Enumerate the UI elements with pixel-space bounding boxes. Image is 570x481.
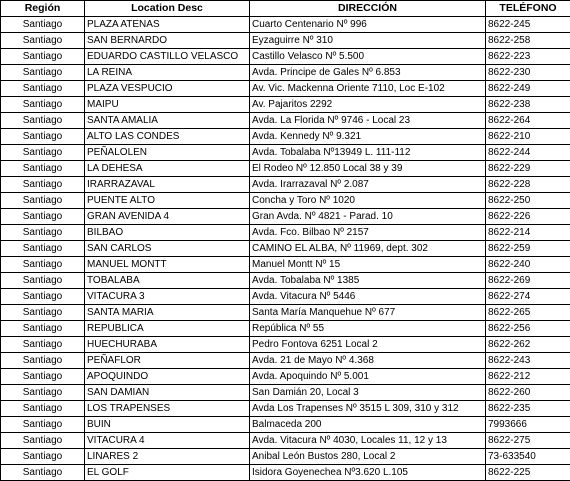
- cell-direccion[interactable]: Pedro Fontova 6251 Local 2: [250, 337, 486, 353]
- cell-direccion[interactable]: Castillo Velasco Nº 5.500: [250, 49, 486, 65]
- cell-direccion[interactable]: CAMINO EL ALBA, Nº 11969, dept. 302: [250, 241, 486, 257]
- table-row: [1, 81, 570, 97]
- cell-region[interactable]: Santiago: [1, 385, 85, 401]
- table-row: [1, 433, 570, 449]
- table-row: [1, 145, 570, 161]
- cell-direccion[interactable]: Gran Avda. Nº 4821 - Parad. 10: [250, 209, 486, 225]
- cell-region[interactable]: Santiago: [1, 241, 85, 257]
- cell-region[interactable]: Santiago: [1, 289, 85, 305]
- cell-location-desc[interactable]: VITACURA 4: [85, 433, 250, 449]
- cell-location-desc[interactable]: SANTA MARIA: [85, 305, 250, 321]
- cell-region[interactable]: Santiago: [1, 321, 85, 337]
- cell-location-desc[interactable]: VITACURA 3: [85, 289, 250, 305]
- cell-telefono[interactable]: 8622-243: [486, 353, 570, 369]
- cell-location-desc[interactable]: GRAN AVENIDA 4: [85, 209, 250, 225]
- cell-location-desc[interactable]: SAN DAMIAN: [85, 385, 250, 401]
- table-row: [1, 161, 570, 177]
- cell-region[interactable]: Santiago: [1, 97, 85, 113]
- table-row: [1, 177, 570, 193]
- cell-direccion[interactable]: Avda. Tobalaba Nº 1385: [250, 273, 486, 289]
- table-row: [1, 257, 570, 273]
- table-row: [1, 449, 570, 465]
- cell-region[interactable]: Santiago: [1, 305, 85, 321]
- cell-region[interactable]: Santiago: [1, 225, 85, 241]
- cell-region[interactable]: Santiago: [1, 81, 85, 97]
- table-row: [1, 337, 570, 353]
- cell-direccion[interactable]: Santa María Manquehue Nº 677: [250, 305, 486, 321]
- table-row: [1, 401, 570, 417]
- cell-region[interactable]: Santiago: [1, 65, 85, 81]
- cell-region[interactable]: Santiago: [1, 433, 85, 449]
- cell-telefono[interactable]: 8622-225: [486, 465, 570, 481]
- cell-region[interactable]: Santiago: [1, 49, 85, 65]
- cell-direccion[interactable]: Avda. 21 de Mayo Nº 4.368: [250, 353, 486, 369]
- cell-direccion[interactable]: Balmaceda 200: [250, 417, 486, 433]
- cell-region[interactable]: Santiago: [1, 17, 85, 33]
- table-row: [1, 129, 570, 145]
- table-row: [1, 465, 570, 481]
- cell-region[interactable]: Santiago: [1, 353, 85, 369]
- cell-direccion[interactable]: San Damián 20, Local 3: [250, 385, 486, 401]
- cell-location-desc[interactable]: PLAZA VESPUCIO: [85, 81, 250, 97]
- cell-telefono[interactable]: 8622-274: [486, 289, 570, 305]
- table-row: [1, 273, 570, 289]
- cell-location-desc[interactable]: SAN BERNARDO: [85, 33, 250, 49]
- cell-direccion[interactable]: Avda. Vitacura Nº 5446: [250, 289, 486, 305]
- cell-direccion[interactable]: Avda. Kennedy Nº 9.321: [250, 129, 486, 145]
- cell-telefono[interactable]: 8622-260: [486, 385, 570, 401]
- table-body: [1, 17, 570, 481]
- cell-location-desc[interactable]: PEÑALOLEN: [85, 145, 250, 161]
- cell-telefono[interactable]: 8622-214: [486, 225, 570, 241]
- table-row: [1, 369, 570, 385]
- cell-direccion[interactable]: El Rodeo Nº 12.850 Local 38 y 39: [250, 161, 486, 177]
- table-row: [1, 289, 570, 305]
- header-telefono[interactable]: TELÉFONO: [486, 1, 570, 17]
- cell-direccion[interactable]: Avda Los Trapenses Nº 3515 L 309, 310 y 312: [250, 401, 486, 417]
- table-row: [1, 417, 570, 433]
- cell-direccion[interactable]: Avda. Vitacura Nº 4030, Locales 11, 12 y 13: [250, 433, 486, 449]
- cell-telefono[interactable]: 8622-259: [486, 241, 570, 257]
- cell-telefono[interactable]: 8622-230: [486, 65, 570, 81]
- cell-telefono[interactable]: 73-633540: [486, 449, 570, 465]
- cell-location-desc[interactable]: PLAZA ATENAS: [85, 17, 250, 33]
- cell-region[interactable]: Santiago: [1, 129, 85, 145]
- cell-direccion[interactable]: Avda. Irarrazaval Nº 2.087: [250, 177, 486, 193]
- table-row: [1, 241, 570, 257]
- cell-region[interactable]: Santiago: [1, 33, 85, 49]
- cell-location-desc[interactable]: LA DEHESA: [85, 161, 250, 177]
- cell-direccion[interactable]: Concha y Toro Nº 1020: [250, 193, 486, 209]
- cell-direccion[interactable]: Av. Vic. Mackenna Oriente 7110, Loc E-102: [250, 81, 486, 97]
- cell-region[interactable]: Santiago: [1, 449, 85, 465]
- cell-location-desc[interactable]: LA REINA: [85, 65, 250, 81]
- cell-direccion[interactable]: Anibal León Bustos 280, Local 2: [250, 449, 486, 465]
- cell-region[interactable]: Santiago: [1, 401, 85, 417]
- cell-telefono[interactable]: 8622-265: [486, 305, 570, 321]
- cell-direccion[interactable]: Cuarto Centenario Nº 996: [250, 17, 486, 33]
- cell-region[interactable]: Santiago: [1, 337, 85, 353]
- table-row: [1, 193, 570, 209]
- cell-direccion[interactable]: Avda. Apoquindo Nº 5.001: [250, 369, 486, 385]
- cell-telefono[interactable]: 8622-269: [486, 273, 570, 289]
- cell-direccion[interactable]: Manuel Montt Nº 15: [250, 257, 486, 273]
- cell-telefono[interactable]: 8622-240: [486, 257, 570, 273]
- cell-location-desc[interactable]: SANTA AMALIA: [85, 113, 250, 129]
- cell-telefono[interactable]: 8622-235: [486, 401, 570, 417]
- cell-region[interactable]: Santiago: [1, 193, 85, 209]
- cell-location-desc[interactable]: PEÑAFLOR: [85, 353, 250, 369]
- cell-telefono[interactable]: 8622-245: [486, 17, 570, 33]
- cell-location-desc[interactable]: LINARES 2: [85, 449, 250, 465]
- cell-region[interactable]: Santiago: [1, 113, 85, 129]
- cell-location-desc[interactable]: HUECHURABA: [85, 337, 250, 353]
- cell-telefono[interactable]: 7993666: [486, 417, 570, 433]
- cell-direccion[interactable]: Av. Pajaritos 2292: [250, 97, 486, 113]
- cell-location-desc[interactable]: LOS TRAPENSES: [85, 401, 250, 417]
- cell-location-desc[interactable]: ALTO LAS CONDES: [85, 129, 250, 145]
- cell-telefono[interactable]: 8622-275: [486, 433, 570, 449]
- cell-direccion[interactable]: Avda. La Florida Nº 9746 - Local 23: [250, 113, 486, 129]
- cell-telefono[interactable]: 8622-229: [486, 161, 570, 177]
- cell-telefono[interactable]: 8622-228: [486, 177, 570, 193]
- cell-region[interactable]: Santiago: [1, 177, 85, 193]
- cell-telefono[interactable]: 8622-238: [486, 97, 570, 113]
- header-direccion[interactable]: DIRECCIÓN: [250, 1, 486, 17]
- table-row: [1, 209, 570, 225]
- cell-region[interactable]: Santiago: [1, 145, 85, 161]
- cell-region[interactable]: Santiago: [1, 209, 85, 225]
- cell-direccion[interactable]: Avda. Tobalaba Nº13949 L. 111-112: [250, 145, 486, 161]
- table-row: [1, 305, 570, 321]
- cell-direccion[interactable]: Eyzaguirre Nº 310: [250, 33, 486, 49]
- cell-telefono[interactable]: 8622-249: [486, 81, 570, 97]
- cell-direccion[interactable]: Avda. Fco. Bilbao Nº 2157: [250, 225, 486, 241]
- cell-region[interactable]: Santiago: [1, 161, 85, 177]
- table-row: [1, 17, 570, 33]
- cell-telefono[interactable]: 8622-212: [486, 369, 570, 385]
- table-row: [1, 353, 570, 369]
- table-row: [1, 385, 570, 401]
- cell-location-desc[interactable]: TOBALABA: [85, 273, 250, 289]
- cell-location-desc[interactable]: EDUARDO CASTILLO VELASCO: [85, 49, 250, 65]
- table-row: [1, 113, 570, 129]
- table-row: [1, 321, 570, 337]
- header-region[interactable]: Región: [1, 1, 85, 17]
- cell-region[interactable]: Santiago: [1, 465, 85, 481]
- cell-location-desc[interactable]: REPUBLICA: [85, 321, 250, 337]
- cell-telefono[interactable]: 8622-262: [486, 337, 570, 353]
- cell-telefono[interactable]: 8622-223: [486, 49, 570, 65]
- cell-telefono[interactable]: 8622-244: [486, 145, 570, 161]
- cell-region[interactable]: Santiago: [1, 257, 85, 273]
- cell-telefono[interactable]: 8622-226: [486, 209, 570, 225]
- table-row: [1, 33, 570, 49]
- table-row: [1, 97, 570, 113]
- cell-telefono[interactable]: 8622-210: [486, 129, 570, 145]
- cell-location-desc[interactable]: BILBAO: [85, 225, 250, 241]
- cell-location-desc[interactable]: EL GOLF: [85, 465, 250, 481]
- cell-direccion[interactable]: Isidora Goyenechea Nº3.620 L.105: [250, 465, 486, 481]
- cell-location-desc[interactable]: IRARRAZAVAL: [85, 177, 250, 193]
- cell-telefono[interactable]: 8622-264: [486, 113, 570, 129]
- cell-location-desc[interactable]: MAIPU: [85, 97, 250, 113]
- cell-location-desc[interactable]: BUIN: [85, 417, 250, 433]
- cell-location-desc[interactable]: SAN CARLOS: [85, 241, 250, 257]
- cell-telefono[interactable]: 8622-258: [486, 33, 570, 49]
- cell-location-desc[interactable]: MANUEL MONTT: [85, 257, 250, 273]
- table-row: [1, 65, 570, 81]
- cell-region[interactable]: Santiago: [1, 273, 85, 289]
- cell-direccion[interactable]: República Nº 55: [250, 321, 486, 337]
- cell-location-desc[interactable]: APOQUINDO: [85, 369, 250, 385]
- table-row: [1, 225, 570, 241]
- cell-telefono[interactable]: 8622-256: [486, 321, 570, 337]
- header-row: [1, 1, 570, 17]
- cell-direccion[interactable]: Avda. Principe de Gales Nº 6.853: [250, 65, 486, 81]
- header-location-desc[interactable]: Location Desc: [85, 1, 250, 17]
- table-row: [1, 49, 570, 65]
- cell-telefono[interactable]: 8622-250: [486, 193, 570, 209]
- cell-location-desc[interactable]: PUENTE ALTO: [85, 193, 250, 209]
- cell-region[interactable]: Santiago: [1, 417, 85, 433]
- cell-region[interactable]: Santiago: [1, 369, 85, 385]
